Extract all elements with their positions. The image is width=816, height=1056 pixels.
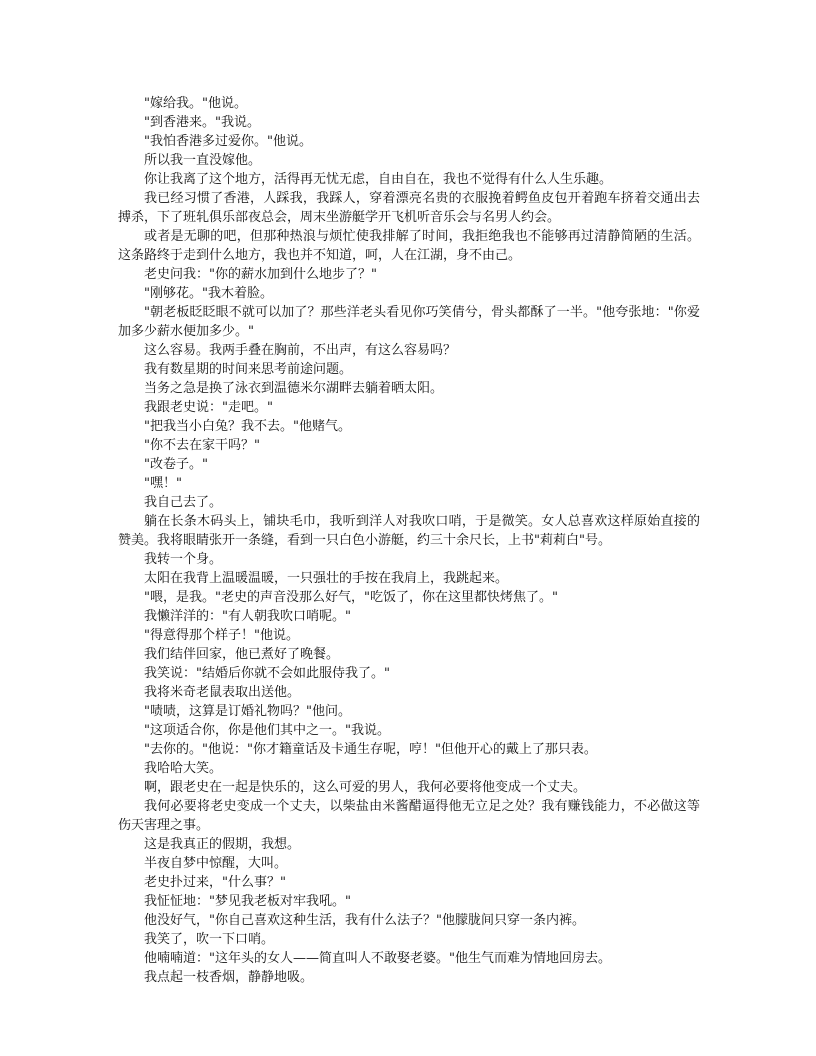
paragraph: 我有数星期的时间来思考前途问题。 bbox=[144, 362, 353, 377]
paragraph: "到香港来。"我说。 bbox=[144, 115, 260, 130]
paragraph: "得意得那个样子！"他说。 bbox=[144, 628, 299, 643]
paragraph: 你让我离了这个地方，活得再无忧无虑，自由自在，我也不觉得有什么人生乐趣。 bbox=[144, 172, 613, 187]
paragraph: "你不去在家干吗？" bbox=[144, 438, 260, 453]
paragraph: 我点起一枝香烟，静静地吸。 bbox=[144, 970, 314, 985]
paragraph: 我跟老史说："走吧。" bbox=[144, 400, 273, 415]
paragraph: "把我当小白兔？我不去。"他赌气。 bbox=[144, 419, 351, 434]
paragraph: 这是我真正的假期，我想。 bbox=[144, 837, 301, 852]
paragraph: "嫁给我。"他说。 bbox=[144, 96, 247, 111]
paragraph: "刚够花。"我木着脸。 bbox=[144, 286, 273, 301]
paragraph: 我懒洋洋的："有人朝我吹口哨呢。" bbox=[144, 609, 351, 624]
paragraph: "改卷子。" bbox=[144, 457, 208, 472]
paragraph: 我们结伴回家，他已煮好了晚餐。 bbox=[144, 647, 340, 662]
paragraph: 我将米奇老鼠表取出送他。 bbox=[144, 685, 301, 700]
paragraph: 老史问我："你的薪水加到什么地步了？" bbox=[144, 267, 377, 282]
paragraph: 我自己去了。 bbox=[144, 495, 223, 510]
paragraph: 他喃喃道："这年头的女人——简直叫人不敢娶老婆。"他生气而难为情地回房去。 bbox=[144, 951, 611, 966]
paragraph: 啊，跟老史在一起是快乐的，这么可爱的男人，我何必要将他变成一个丈夫。 bbox=[144, 780, 587, 795]
paragraph: 我已经习惯了香港，人踩我，我踩人，穿着漂亮名贵的衣服挽着鳄鱼皮包开着跑车挤着交通出去搏杀，下了班轧俱乐部夜总会，周末坐游艇学开飞机听音乐会与名男人约会。 bbox=[118, 191, 700, 225]
paragraph: 当务之急是换了泳衣到温德米尔湖畔去躺着晒太阳。 bbox=[144, 381, 444, 396]
paragraph: 我笑了，吹一下口哨。 bbox=[144, 932, 275, 947]
paragraph: 或者是无聊的吧，但那种热浪与烦忙使我排解了时间，我拒绝我也不能够再过清静简陋的生活。这条路终于走到什么地方，我也并不知道，呵，人在江湖，身不由己。 bbox=[118, 229, 700, 263]
paragraph: 半夜自梦中惊醒，大叫。 bbox=[144, 856, 288, 871]
paragraph: 我笑说："结婚后你就不会如此服侍我了。" bbox=[144, 666, 390, 681]
paragraph: "啧啧，这算是订婚礼物吗？"他问。 bbox=[144, 704, 351, 719]
paragraph: 我转一个身。 bbox=[144, 552, 223, 567]
paragraph: "这项适合你，你是他们其中之一。"我说。 bbox=[144, 723, 390, 738]
paragraph: 他没好气，"你自己喜欢这种生活，我有什么法子？"他朦胧间只穿一条内裤。 bbox=[144, 913, 585, 928]
paragraph: 这么容易。我两手叠在胸前，不出声，有这么容易吗？ bbox=[144, 343, 457, 358]
paragraph: "去你的。"他说："你才籍童话及卡通生存呢，哼！"但他开心的戴上了那只表。 bbox=[144, 742, 597, 757]
paragraph: "朝老板眨眨眼不就可以加了？那些洋老头看见你巧笑倩兮，骨头都酥了一半。"他夸张地："你爱加多少薪水便加多少。" bbox=[118, 305, 700, 339]
paragraph: 我哈哈大笑。 bbox=[144, 761, 223, 776]
paragraph: 我何必要将老史变成一个丈夫，以柴盐由米酱醋逼得他无立足之处？我有赚钱能力，不必做这等伤天害理之事。 bbox=[118, 799, 700, 833]
paragraph: 老史扑过来，"什么事？" bbox=[144, 875, 286, 890]
paragraph: "嘿！" bbox=[144, 476, 182, 491]
paragraph: 我怔怔地："梦见我老板对牢我吼。" bbox=[144, 894, 351, 909]
paragraph: 太阳在我背上温暖温暖，一只强壮的手按在我肩上，我跳起来。 bbox=[144, 571, 509, 586]
body-text bbox=[118, 94, 700, 987]
paragraph: "我怕香港多过爱你。"他说。 bbox=[144, 134, 312, 149]
paragraph: "喂，是我。"老史的声音没那么好气，"吃饭了，你在这里都快烤焦了。" bbox=[144, 590, 558, 605]
paragraph: 躺在长条木码头上，铺块毛巾，我听到洋人对我吹口哨，于是微笑。女人总喜欢这样原始直接的赞美。我将眼睛张开一条缝，看到一只白色小游艇，约三十余尺长，上书"莉莉白"号。 bbox=[118, 514, 700, 548]
paragraph: 所以我一直没嫁他。 bbox=[144, 153, 262, 168]
